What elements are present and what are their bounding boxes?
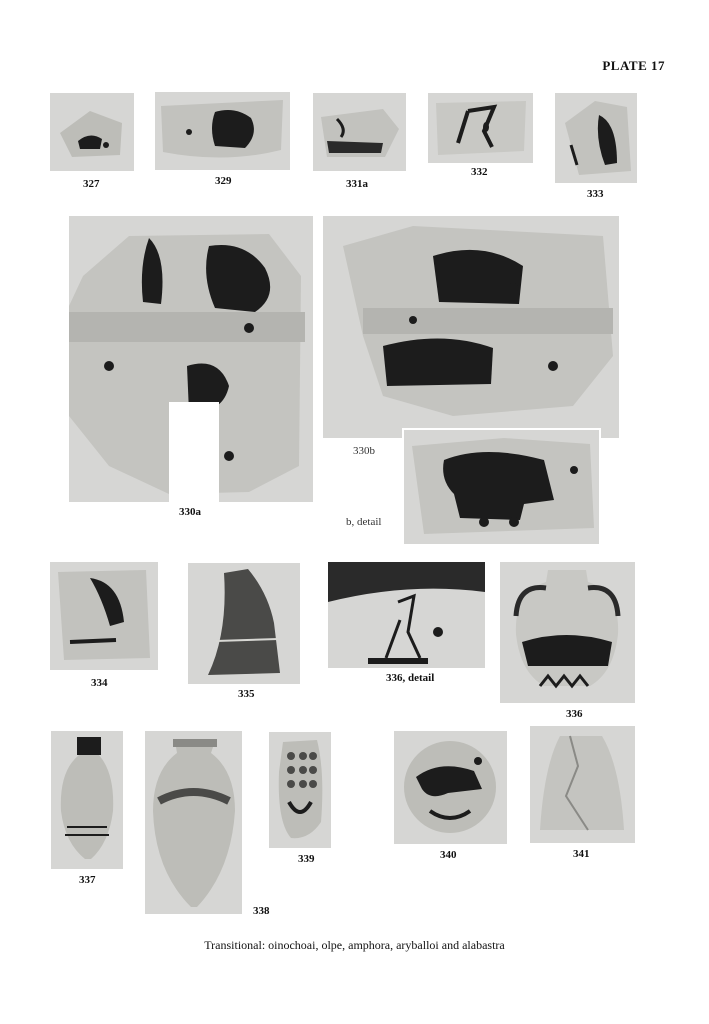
figure-340-label: 340 (440, 849, 457, 861)
figure-337-photo (51, 731, 123, 869)
figure-330b-photo (323, 216, 619, 438)
figure-329-label: 329 (215, 175, 232, 187)
figure-339-label: 339 (298, 853, 315, 865)
figure-332-label: 332 (471, 166, 488, 178)
figure-331a-photo (313, 93, 406, 171)
figure-341-label: 341 (573, 848, 590, 860)
figure-339-photo (269, 732, 331, 848)
figure-336-detail-photo (328, 562, 485, 668)
plate-caption: Transitional: oinochoai, olpe, amphora, aryballoi and alabastra (204, 938, 505, 952)
figure-331a-label: 331a (346, 178, 368, 190)
figure-327-label: 327 (83, 178, 100, 190)
figure-330b-detail-label: b, detail (346, 516, 382, 528)
figure-330a-photo (69, 216, 313, 502)
figure-332-photo (428, 93, 533, 163)
figure-330a-label: 330a (179, 506, 201, 518)
figure-338-label: 338 (253, 905, 270, 917)
figure-335-photo (188, 563, 300, 684)
figure-336-detail-label: 336, detail (386, 672, 435, 684)
figure-336-label: 336 (566, 708, 583, 720)
figure-327-photo (50, 93, 134, 171)
figure-330b-detail-photo (402, 428, 601, 546)
figure-338-photo (145, 731, 242, 914)
figure-336-photo (500, 562, 635, 703)
figure-334-photo (50, 562, 158, 670)
figure-337-label: 337 (79, 874, 96, 886)
figure-333-label: 333 (587, 188, 604, 200)
figure-329-photo (155, 92, 290, 170)
figure-333-photo (555, 93, 637, 183)
plate-title: PLATE 17 (602, 58, 665, 73)
figure-330b-label: 330b (353, 445, 375, 457)
figure-340-photo (394, 731, 507, 844)
figure-335-label: 335 (238, 688, 255, 700)
figure-341-photo (530, 726, 635, 843)
figure-334-label: 334 (91, 677, 108, 689)
